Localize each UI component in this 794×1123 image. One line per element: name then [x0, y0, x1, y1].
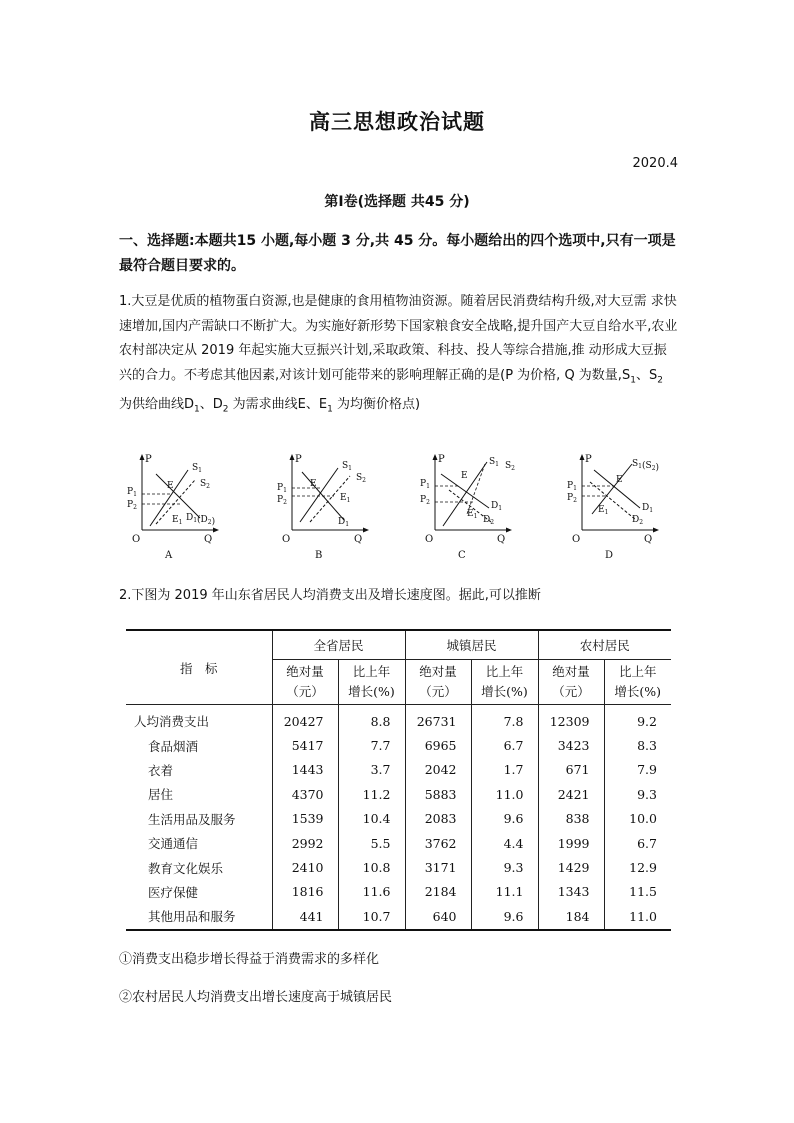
exam-date: 2020.4 — [632, 156, 678, 171]
table-cell: 2042 — [405, 758, 471, 782]
table-cell: 20427 — [272, 705, 338, 734]
diagram-d — [560, 450, 685, 560]
svg-text:P2: $P_2$ — [277, 495, 287, 506]
svg-text:O: O — [282, 534, 291, 545]
table-cell: 838 — [538, 807, 604, 831]
row-label: 人均消费支出 — [134, 714, 210, 730]
svg-text:D1: $D_1$ — [491, 501, 503, 512]
table-cell: 1429 — [538, 855, 604, 879]
row-label: 交通通信 — [148, 836, 199, 852]
table-cell: 1343 — [538, 880, 604, 904]
header-growth: 比上年 增长(%) — [471, 660, 538, 705]
table-cell: 26731 — [405, 705, 471, 734]
table-row — [126, 855, 671, 879]
section-heading: 第Ⅰ卷(选择题 共45 分) — [324, 194, 470, 210]
svg-text:E1: $E_1$ — [172, 515, 183, 526]
svg-text:D1: $D_1$ — [642, 503, 654, 514]
table-row — [126, 782, 671, 806]
diagram-c-letter: C — [458, 550, 466, 560]
diagram-a — [120, 450, 245, 560]
svg-text:S2: $S_2$ — [356, 473, 366, 484]
svg-text:E1: $E_1$ — [598, 505, 609, 516]
svg-text:D2: $D_2$ — [632, 515, 644, 526]
table-cell: 5417 — [272, 733, 338, 757]
header-growth: 比上年 增长(%) — [604, 660, 671, 705]
table-cell: 7.8 — [471, 705, 538, 734]
svg-text:D2: $D_2$ — [483, 515, 495, 526]
header-abs: 绝对量 （元） — [272, 660, 338, 705]
svg-text:P: P — [295, 454, 302, 465]
svg-text:P2: $P_2$ — [127, 500, 137, 511]
table-cell: 9.6 — [471, 807, 538, 831]
svg-text:P2: $P_2$ — [567, 493, 577, 504]
diagram-b-letter: B — [315, 550, 323, 560]
table-cell: 2421 — [538, 782, 604, 806]
table-cell: 6.7 — [604, 831, 671, 855]
svg-text:S1: $S_1$ — [342, 461, 352, 472]
table-cell: 1539 — [272, 807, 338, 831]
table-cell: 11.0 — [471, 782, 538, 806]
svg-text:E1: $E_1$ — [467, 509, 478, 520]
diagram-b — [270, 450, 395, 560]
instructions: 一、选择题:本题共15 小题,每小题 3 分,共 45 分。每小题给出的四个选项中,只有一项是最符合题目要求的。 — [119, 233, 676, 274]
row-label: 食品烟酒 — [148, 738, 199, 754]
table-cell: 7.7 — [338, 733, 405, 757]
table-cell: 10.7 — [338, 904, 405, 929]
table-cell: 11.2 — [338, 782, 405, 806]
table-cell: 6965 — [405, 733, 471, 757]
svg-text:E: E — [167, 481, 174, 491]
table-cell: 12.9 — [604, 855, 671, 879]
row-label: 生活用品及服务 — [148, 811, 236, 827]
table-row — [126, 880, 671, 904]
table-cell: 12309 — [538, 705, 604, 734]
svg-text:Q: Q — [644, 534, 653, 545]
svg-text:S1: $S_1$ — [489, 457, 499, 468]
consumption-table — [126, 629, 671, 931]
table-cell: 5.5 — [338, 831, 405, 855]
header-indicator: 指 标 — [126, 630, 272, 705]
table-cell: 671 — [538, 758, 604, 782]
header-rural: 农村居民 — [538, 630, 671, 660]
svg-text:O: O — [132, 534, 141, 545]
svg-text:Q: Q — [204, 534, 213, 545]
svg-text:E: E — [616, 475, 623, 485]
header-abs: 绝对量 （元） — [405, 660, 471, 705]
table-cell: 9.2 — [604, 705, 671, 734]
table-cell: 9.3 — [471, 855, 538, 879]
table-cell: 11.0 — [604, 904, 671, 929]
svg-text:Q: Q — [354, 534, 363, 545]
svg-text:E: E — [461, 471, 468, 481]
table-row — [126, 904, 671, 929]
diagram-c — [413, 450, 538, 560]
svg-text:P1: $P_1$ — [567, 481, 577, 492]
question-2: 2.下图为 2019 年山东省居民人均消费支出及增长速度图。据此,可以推断 — [119, 588, 541, 603]
table-row — [126, 758, 671, 782]
table-cell: 2184 — [405, 880, 471, 904]
table-cell: 3.7 — [338, 758, 405, 782]
svg-text:S2: $S_2$ — [505, 461, 515, 472]
table-cell: 3171 — [405, 855, 471, 879]
table-cell: 441 — [272, 904, 338, 929]
table-cell: 4.4 — [471, 831, 538, 855]
table-cell: 9.6 — [471, 904, 538, 929]
table-cell: 10.8 — [338, 855, 405, 879]
table-cell: 2083 — [405, 807, 471, 831]
table-cell: 1.7 — [471, 758, 538, 782]
table-row — [126, 733, 671, 757]
option-2: ②农村居民人均消费支出增长速度高于城镇居民 — [119, 990, 393, 1005]
table-cell: 184 — [538, 904, 604, 929]
svg-text:D1: $D_1$ — [338, 517, 350, 528]
row-label: 其他用品和服务 — [148, 909, 236, 925]
svg-text:P: P — [145, 454, 152, 465]
diagram-d-letter: D — [605, 550, 614, 560]
table-cell: 7.9 — [604, 758, 671, 782]
row-label: 居住 — [148, 787, 174, 803]
header-growth: 比上年 增长(%) — [338, 660, 405, 705]
table-cell: 11.1 — [471, 880, 538, 904]
table-cell: 1999 — [538, 831, 604, 855]
svg-text:E1: $E_1$ — [340, 493, 351, 504]
svg-text:S1: $S_1$ — [192, 463, 202, 474]
option-1: ①消费支出稳步增长得益于消费需求的多样化 — [119, 952, 380, 967]
svg-text:P1: $P_1$ — [127, 487, 137, 498]
svg-text:E: E — [310, 479, 317, 489]
header-abs: 绝对量 （元） — [538, 660, 604, 705]
table-cell: 640 — [405, 904, 471, 929]
row-label: 衣着 — [148, 762, 174, 778]
table-row — [126, 807, 671, 831]
table-row — [126, 831, 671, 855]
table-cell: 6.7 — [471, 733, 538, 757]
svg-text:P1: $P_1$ — [420, 479, 430, 490]
header-province: 全省居民 — [272, 630, 405, 660]
svg-text:P2: $P_2$ — [420, 495, 430, 506]
table-cell: 5883 — [405, 782, 471, 806]
row-label: 医疗保健 — [148, 884, 199, 900]
svg-text:Q: Q — [497, 534, 506, 545]
row-label: 教育文化娱乐 — [148, 860, 224, 876]
svg-text:D1(D2): $D_1(D_2)$ — [186, 513, 216, 527]
table-cell: 8.8 — [338, 705, 405, 734]
table-cell: 3762 — [405, 831, 471, 855]
table-row — [126, 705, 671, 734]
question-1: 1.大豆是优质的植物蛋白资源,也是健康的食用植物油资源。随着居民消费结构升级,对大豆需 求快速增加,国内产需缺口不断扩大。为实施好新形势下国家粮食安全战略,提升国产大豆自给水平,农业农村部决定从 2019 年起实施大豆振兴计划,采取政策、科技、投人等综合措施,推 动形成大豆振兴的合力。不考虑其他因素,对该计划可能带来的影响理解正确的是(P 为价格, Q 为数量$,S_1$、$S_2$ 为供给曲线$D_1$、$D_2$ 为需求曲线E、$E_1$ 为均衡价格点) — [119, 294, 678, 415]
svg-text:S1(S2): $S_1(S_2)$ — [632, 459, 660, 473]
table-cell: 10.0 — [604, 807, 671, 831]
table-cell: 9.3 — [604, 782, 671, 806]
svg-text:O: O — [572, 534, 581, 545]
svg-text:O: O — [425, 534, 434, 545]
svg-text:P: P — [438, 454, 445, 465]
table-cell: 3423 — [538, 733, 604, 757]
table-cell: 10.4 — [338, 807, 405, 831]
page-title: 高三思想政治试题 — [309, 110, 485, 134]
table-cell: 1816 — [272, 880, 338, 904]
table-cell: 2992 — [272, 831, 338, 855]
table-cell: 1443 — [272, 758, 338, 782]
diagram-a-letter: A — [165, 550, 173, 560]
svg-text:S2: $S_2$ — [200, 479, 210, 490]
table-cell: 11.5 — [604, 880, 671, 904]
svg-text:P: P — [585, 454, 592, 465]
table-cell: 4370 — [272, 782, 338, 806]
header-urban: 城镇居民 — [405, 630, 538, 660]
svg-text:P1: $P_1$ — [277, 483, 287, 494]
table-cell: 8.3 — [604, 733, 671, 757]
table-cell: 11.6 — [338, 880, 405, 904]
table-cell: 2410 — [272, 855, 338, 879]
